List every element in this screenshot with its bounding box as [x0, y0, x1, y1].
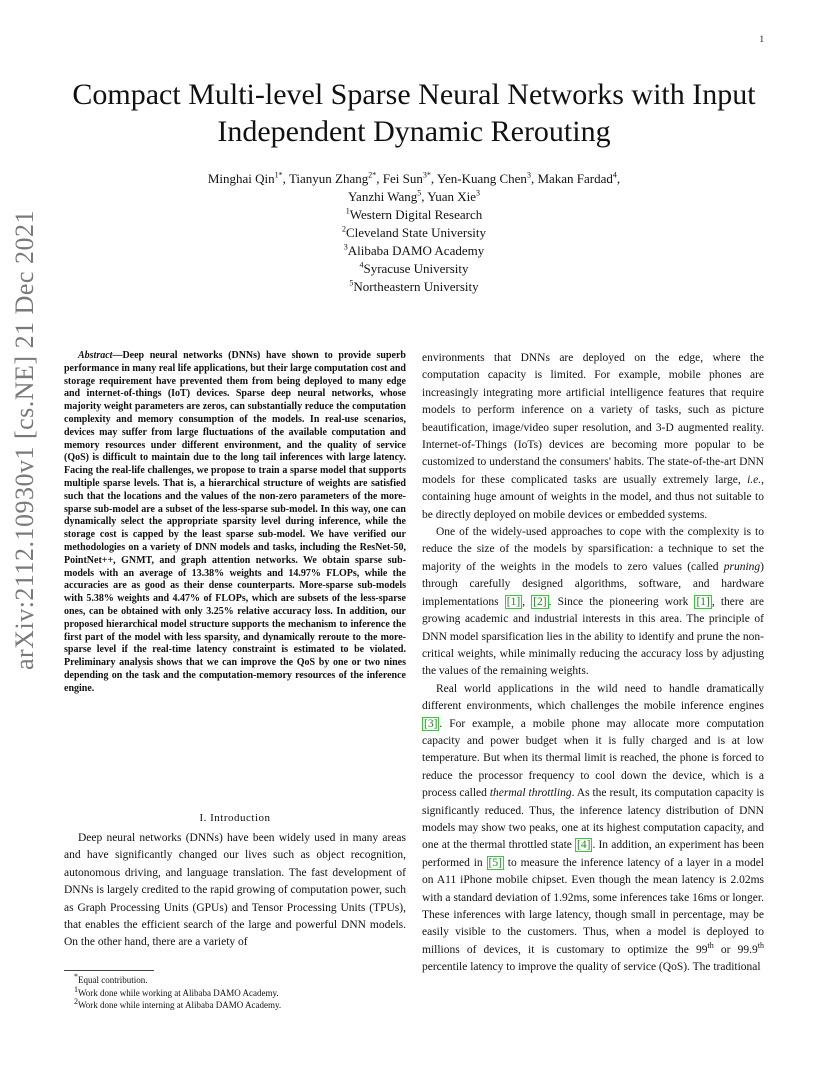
author-name: Minghai Qin: [207, 171, 275, 186]
author-affil-mark: 3: [476, 188, 481, 198]
citation-link[interactable]: [3]: [424, 717, 438, 730]
author-name: Yuan Xie: [427, 189, 477, 204]
affiliation-1: [120, 206, 708, 224]
text-run: , containing huge amount of weights in the model, and thus not suitable to be directly deployed on mobile devices or embedded systems.: [422, 473, 764, 521]
footnote-divider: [64, 970, 154, 971]
footnote: [64, 999, 406, 1012]
affiliation-3: [120, 242, 708, 260]
introduction-column: [64, 830, 406, 952]
text-run: . In addition, an experiment has been performed in: [422, 839, 764, 869]
author-affil-mark: 5: [417, 188, 422, 198]
right-column-body: [422, 350, 764, 977]
text-run: ) through carefully designed algorithms, software, and hardware implementations: [422, 560, 764, 608]
body-paragraph: [422, 681, 764, 977]
section-heading-introduction: I. Introduction: [199, 812, 271, 824]
affil-mark: 2: [341, 224, 346, 234]
body-paragraph: [422, 524, 764, 681]
author-affil-mark: 3: [526, 170, 531, 180]
footnote-text: Equal contribution.: [78, 975, 148, 985]
text-run: Real world applications in the wild need to handle dramatically different environments, which challenges the mobile inference engines: [422, 682, 764, 713]
abstract: [64, 350, 406, 696]
text-run: . For example, a mobile phone may allocate more computation capacity and power budget when it is fully charged and is at low temperature. But when its thermal limit is reached, the phone is forced to reduce the processor frequency to cool down the device, which is a process called: [422, 717, 764, 800]
citation-link[interactable]: [1]: [696, 595, 710, 608]
affil-name: Northeastern University: [353, 279, 479, 294]
author-separator: ,: [430, 171, 437, 186]
citation-link[interactable]: [5]: [488, 856, 502, 869]
text-run: environments that DNNs are deployed on the edge, where the computation capacity is limited. For example, mobile phones are increasingly integrating more artificial intelligence features that require models to perform inference on a variety of tasks, such as picture beautification, image/video super resolution, and 3-D augmented reality. Internet-of-Things (IoTs) devices are becoming more popular to be customized to understand the consumers' habits. The state-of-the-art DNN models for these complicated tasks are usually extremely large,: [422, 352, 764, 486]
intro-paragraph: Deep neural networks (DNNs) have been widely used in many areas and have significantly changed our lives such as object recognition, autonomous driving, and language translation. The fast development of DNNs is largely credited to the rapid growing of computation power, such as Graph Processing Units (GPUs) and Tensor Processing Units (TPUs), that enables the efficient search of the large and powerful DNN models. On the other hand, there are a variety of: [64, 832, 406, 949]
author-separator: ,: [530, 171, 538, 186]
page-number: 1: [759, 34, 764, 44]
author-name: Yanzhi Wang: [347, 189, 418, 204]
affiliation-4: [120, 260, 708, 278]
affil-name: Cleveland State University: [345, 225, 487, 240]
author-name: Tianyun Zhang: [288, 171, 369, 186]
emphasis-text: i.e.: [747, 473, 762, 486]
affil-mark: 5: [349, 278, 354, 288]
author-affil-mark: 1*: [274, 170, 283, 180]
text-run: ,: [522, 595, 532, 608]
affil-name: Western Digital Research: [349, 207, 483, 222]
affil-name: Alibaba DAMO Academy: [347, 243, 485, 258]
author-name: Makan Fardad: [537, 171, 613, 186]
text-run: . As the result, its computation capacity is significantly reduced. Thus, the inference latency distribution of DNN models may show two peaks, one at its highest computation capacity, and one at the thermal throttled state: [422, 787, 764, 852]
author-separator: ,: [421, 189, 428, 204]
text-run: , there are growing academic and industrial interests in this area. The principle of DNN model sparsification lies in the ability to identify and prune the non-critical weights, while minimally reducing the accuracy loss by adjusting the values of the remaining weights.: [422, 595, 764, 678]
author-line-1: [120, 170, 708, 188]
abstract-label: Abstract: [78, 350, 113, 361]
text-run: or 99.9: [713, 943, 758, 956]
author-name: Yen-Kuang Chen: [436, 171, 527, 186]
affil-name: Syracuse University: [363, 261, 469, 276]
footnote-mark: *: [74, 972, 78, 981]
author-name: Fei Sun: [382, 171, 423, 186]
ordinal-suffix: th: [707, 940, 714, 950]
footnote-mark: 2: [74, 997, 78, 1007]
affil-mark: 3: [343, 242, 348, 252]
author-affil-mark: 3*: [422, 170, 431, 180]
ordinal-suffix: th: [757, 940, 764, 950]
text-run: to measure the inference latency of a layer in a model on A11 iPhone mobile chipset. Even though the mean latency is 2.02ms with a standard deviation of 1.92ms, some inferences take 16ms or longer. These inferences with large latency, though small in percentage, may be easily visible to the customers. Thus, when a model is deployed to millions of devices, it is customary to optimize the 99: [422, 856, 764, 956]
text-run: One of the widely-used approaches to cope with the complexity is to reduce the size of the models by sparsification: a technique to set the majority of the weights in the models to zero values (called: [422, 526, 764, 573]
affil-mark: 1: [345, 206, 350, 216]
author-list: [120, 170, 708, 206]
abstract-text: —Deep neural networks (DNNs) have shown to provide superb performance in many real life applications, but their large computation cost and storage requirement have prevented them from being deployed to many edge and internet-of-things (IoT) devices. Sparse deep neural networks, whose majority weight parameters are zeros, can substantially reduce the computation complexity and memory consumption of the models. In real-use scenarios, devices may suffer from large fluctuations of the available computation and memory resources under different environment, and the quality of service (QoS) is difficult to maintain due to the long tail inferences with large latency. Facing the real-life challenges, we propose to train a sparse model that supports multiple sparse levels. That is, a hierarchical structure of weights are satisfied such that the locations and the values of the non-zero parameters of the more-sparse sub-model are a subset of the less-sparse sub-model. In this way, one can dynamically select the appropriate sparsity level during inference, while the storage cost is capped by the least sparse sub-model. We have verified our methodologies on a variety of DNN models and tasks, including the ResNet-50, PointNet++, GNMT, and graph attention networks. We obtain sparse sub-models with an average of 13.38% weights and 14.97% FLOPs, while the accuracies are as good as their dense counterparts. More-sparse sub-models with 5.38% weights and 4.47% of FLOPs, which are subsets of the less-sparse ones, can be obtained with only 3.25% relative accuracy loss. In addition, our proposed hierarchical model structure supports the mechanism to inference the first part of the model with less sparsity, and dynamically reroute to the more-sparse level if the real-time latency constraint is estimated to be violated. Preliminary analysis shows that we can improve the QoS by one or two nines depending on the task and the computation-memory resources of the inference engine.: [64, 350, 406, 694]
text-run: percentile latency to improve the quality of service (QoS). The traditional: [422, 961, 761, 974]
author-separator: ,: [282, 171, 289, 186]
author-separator: ,: [616, 171, 621, 186]
emphasis-text: thermal throttling: [489, 787, 572, 800]
emphasis-text: pruning: [723, 560, 761, 573]
citation-link[interactable]: [1]: [506, 595, 521, 608]
footnote: [64, 984, 406, 1000]
author-affil-mark: 2*: [368, 170, 377, 180]
affiliation-5: [120, 278, 708, 296]
footnote-text: Work done while interning at Alibaba DAMO Academy.: [78, 1000, 282, 1011]
author-separator: ,: [376, 171, 383, 186]
citation-link[interactable]: [4]: [577, 839, 591, 852]
footnote: [64, 974, 406, 987]
footnote-text: Work done while working at Alibaba DAMO Academy.: [78, 987, 279, 998]
citation-link[interactable]: [2]: [533, 595, 547, 608]
author-line-2: [120, 188, 708, 206]
footnote-mark: 1: [74, 984, 78, 994]
body-paragraph: [422, 350, 764, 524]
text-run: . Since the pioneering work: [548, 595, 695, 608]
paper-title: Compact Multi-level Sparse Neural Networks with Input Independent Dynamic Rerouting: [72, 78, 756, 148]
author-affil-mark: 4: [612, 170, 617, 180]
arxiv-identifier-stamp: arXiv:2112.10930v1 [cs.NE] 21 Dec 2021: [10, 210, 39, 670]
footnotes: [64, 974, 406, 1012]
affiliation-2: [120, 224, 708, 242]
affil-mark: 4: [359, 260, 364, 270]
